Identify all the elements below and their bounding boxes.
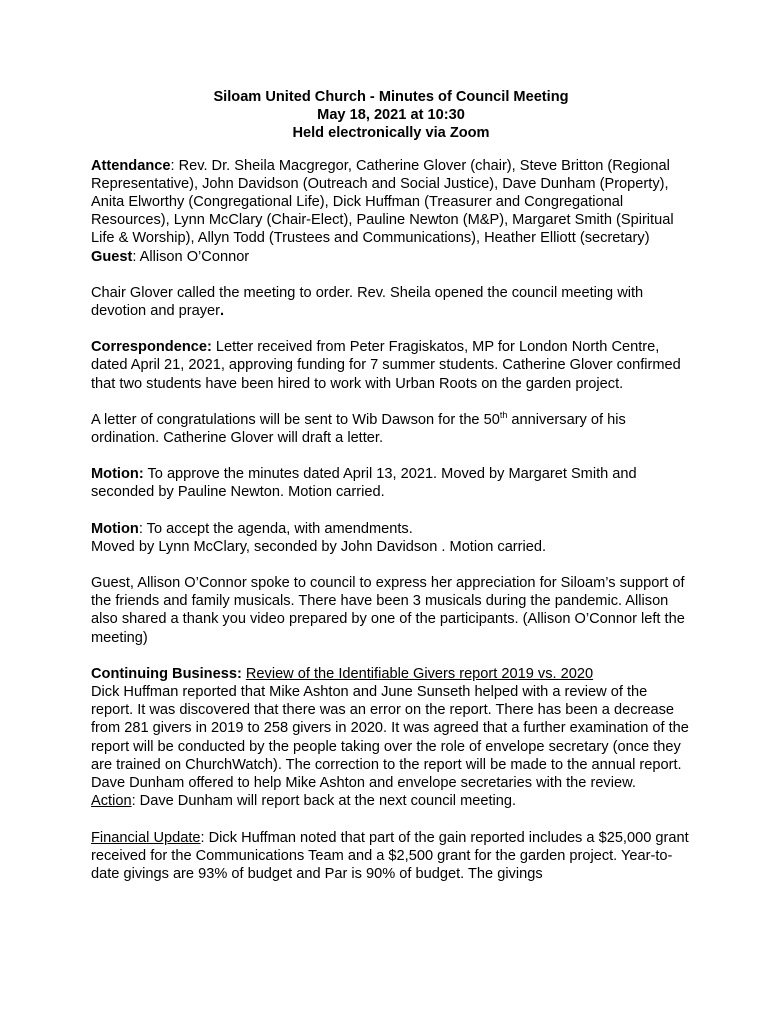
correspondence-section [91, 338, 691, 393]
continuing-business-section [91, 665, 691, 811]
congratulations-text-after: anniversary of his ordination. Catherine Glover will draft a letter. [91, 411, 626, 447]
guest-text: : Allison O’Connor [132, 248, 250, 265]
motion-minutes-section [91, 465, 691, 501]
motion-agenda-section [91, 520, 691, 556]
guest-label: Guest [91, 248, 133, 265]
motion-minutes-label: Motion: [91, 466, 144, 483]
opening-text: Chair Glover called the meeting to order. Rev. Sheila opened the council meeting with devotion and prayer [91, 284, 644, 320]
correspondence-text: Letter received from Peter Fragiskatos, MP for London North Centre, dated April 21, 2021, approving funding for 7 summer students. Catherine Glover confirmed that two students have been hired to work with Urban Roots on the garden project. [91, 339, 681, 392]
guest-note-section [91, 574, 691, 647]
financial-update-label: Financial Update [91, 829, 201, 846]
meeting-location: Held electronically via Zoom [292, 125, 490, 142]
congratulations-superscript: th [499, 409, 508, 420]
guest-note-text: Guest, Allison O’Connor spoke to council to express her appreciation for Siloam’s support of the friends and family musicals. There have been 3 musicals during the pandemic. Allison also shared a thank you video prepared by one of the participants. (Allison O’Connor left the meeting) [91, 575, 685, 646]
opening-section [91, 284, 691, 320]
opening-end: . [220, 303, 225, 320]
motion-minutes-text: To approve the minutes dated April 13, 2021. Moved by Margaret Smith and seconded by Pauline Newton. Motion carried. [91, 466, 637, 501]
motion-agenda-line2: Moved by Lynn McClary, seconded by John Davidson . Motion carried. [91, 538, 547, 555]
document-header [91, 88, 691, 143]
document-title: Siloam United Church - Minutes of Council Meeting [213, 89, 569, 105]
attendance-text: : Rev. Dr. Sheila Macgregor, Catherine Glover (chair), Steve Britton (Regional Representative), John Davidson (Outreach and Social Justice), Dave Dunham (Property), Anita Elworthy (Congregational Life), Dick Huffman (Treasurer and Congregational Resources), Lynn McClary (Chair-Elect), Pauline Newton (M&P), Margaret Smith (Spiritual Life & Worship), Allyn Todd (Trustees and Communications), Heather Elliott (secretary) [91, 157, 674, 247]
continuing-business-topic: Review of the Identifiable Givers report 2019 vs. 2020 [245, 665, 594, 682]
minutes-page [91, 88, 691, 901]
action-text: : Dave Dunham will report back at the next council meeting. [131, 793, 517, 810]
action-label: Action [91, 793, 132, 810]
financial-update-section [91, 829, 691, 884]
continuing-business-text: Dick Huffman reported that Mike Ashton and June Sunseth helped with a review of the report. It was discovered that there was an error on the report. There has been a decrease from 281 givers in 2019 to 258 givers in 2020. It was agreed that a further examination of the report will be conducted by the people taking over the role of envelope secretary (once they are trained on ChurchWatch). The correction to the report will be made to the annual report. Dave Dunham offered to help Mike Ashton and envelope secretaries with the review. [91, 684, 689, 792]
congratulations-section [91, 411, 691, 447]
correspondence-label: Correspondence: [91, 339, 212, 356]
motion-agenda-text: : To accept the agenda, with amendments. [138, 520, 413, 537]
meeting-date: May 18, 2021 at 10:30 [317, 107, 465, 124]
financial-update-text: : Dick Huffman noted that part of the gain reported includes a $25,000 grant received for the Communications Team and a $2,500 grant for the garden project. Year-to-date givings are 93% of budget and Par is 90% of budget. The givings [91, 829, 689, 882]
attendance-section [91, 157, 691, 266]
motion-agenda-label: Motion [91, 520, 139, 537]
congratulations-text-before: A letter of congratulations will be sent to Wib Dawson for the 50 [91, 411, 500, 428]
attendance-label: Attendance [91, 157, 171, 174]
continuing-business-label: Continuing Business: [91, 665, 242, 682]
